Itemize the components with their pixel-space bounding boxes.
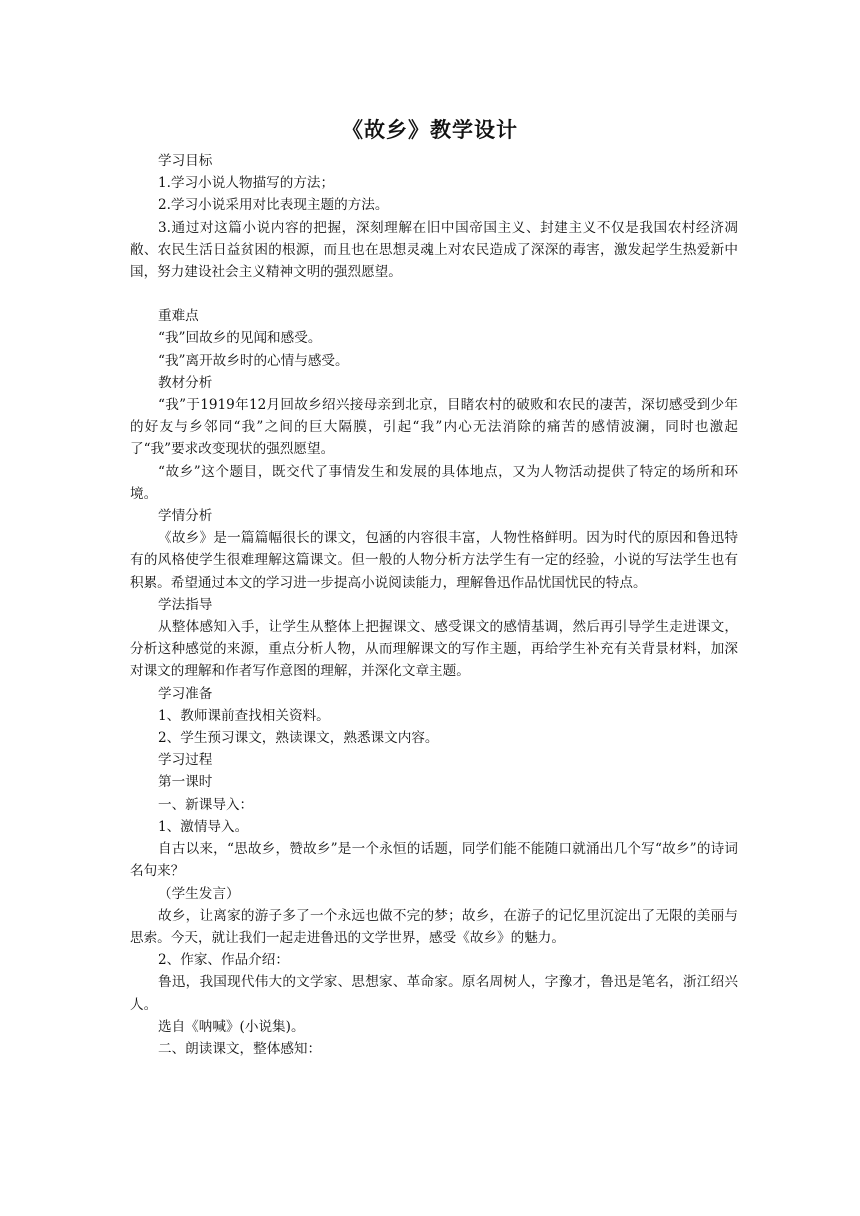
heading-reading-section: 二、朗读课文，整体感知： — [158, 1040, 322, 1057]
material-analysis-para-1: “我”于1919年12月回故乡绍兴接母亲到北京，目睹农村的破败和农民的凄苦，深切感受到少年的好友与乡邻同“我”之间的巨大隔膜，引起“我”内心无法消除的痛苦的感情波澜，同时也激起了“我”要求改变现状的强烈愿望。 — [130, 397, 738, 458]
heading-learning-process: 学习过程 — [158, 752, 213, 769]
heading-preparation: 学习准备 — [158, 685, 213, 702]
material-analysis-para-2: “故乡”这个题目，既交代了事情发生和发展的具体地点，又为人物活动提供了特定的场所和环境。 — [130, 463, 738, 502]
intro-step-1: 1、激情导入。 — [158, 818, 249, 835]
heading-key-points: 重难点 — [158, 308, 199, 325]
intro-step-1-para-2: 故乡，让离家的游子多了一个永远也做不完的梦；故乡，在游子的记忆里沉淀出了无限的美丽与思索。今天，就让我们一起走进鲁迅的文学世界，感受《故乡》的魅力。 — [130, 907, 738, 946]
preparation-item-2: 2、学生预习课文，熟读课文，熟悉课文内容。 — [158, 730, 439, 747]
key-point-2: “我”离开故乡时的心情与感受。 — [158, 352, 349, 369]
preparation-item-1: 1、教师课前查找相关资料。 — [158, 707, 330, 724]
goal-item-1: 1.学习小说人物描写的方法； — [158, 175, 335, 192]
heading-learning-goals: 学习目标 — [158, 153, 213, 169]
student-speech-note: （学生发言） — [158, 885, 240, 902]
intro-step-2: 2、作家、作品介绍： — [158, 952, 289, 969]
intro-step-1-para: 自古以来，“思故乡，赞故乡”是一个永恒的话题，同学们能不能随口就涌出几个写“故乡”的诗词名句来？ — [130, 841, 738, 880]
key-point-1: “我”回故乡的见闻和感受。 — [158, 330, 322, 347]
heading-student-analysis: 学情分析 — [158, 508, 213, 525]
author-intro-para: 鲁迅，我国现代伟大的文学家、思想家、革命家。原名周树人，字豫才，鲁迅是笔名，浙江绍兴人。 — [130, 974, 738, 1013]
heading-material-analysis: 教材分析 — [158, 374, 213, 391]
heading-new-lesson-intro: 一、新课导入： — [158, 796, 254, 813]
document-body — [130, 150, 738, 1060]
student-analysis-para: 《故乡》是一篇篇幅很长的课文，包涵的内容很丰富，人物性格鲜明。因为时代的原因和鲁迅特有的风格使学生很难理解这篇课文。但一般的人物分析方法学生有一定的经验，小说的写法学生也有积累。希望通过本文的学习进一步提高小说阅读能力，理解鲁迅作品忧国忧民的特点。 — [130, 530, 738, 591]
document-title: 《故乡》教学设计 — [342, 117, 518, 142]
blank-line — [130, 283, 738, 305]
source-note: 选自《呐喊》(小说集)。 — [158, 1018, 305, 1035]
heading-first-lesson: 第一课时 — [158, 774, 213, 791]
study-guidance-para: 从整体感知入手，让学生从整体上把握课文、感受课文的感情基调，然后再引导学生走进课文，分析这种感觉的来源，重点分析人物，从而理解课文的写作主题，再给学生补充有关背景材料，加深对课文的理解和作者写作意图的理解，并深化文章主题。 — [130, 619, 738, 680]
heading-study-guidance: 学法指导 — [158, 596, 213, 613]
goal-item-2: 2.学习小说采用对比表现主题的方法。 — [158, 197, 389, 214]
goal-item-3: 3.通过对这篇小说内容的把握，深刻理解在旧中国帝国主义、封建主义不仅是我国农村经济凋敝、农民生活日益贫困的根源，而且也在思想灵魂上对农民造成了深深的毒害，激发起学生热爱新中国，努力建设社会主义精神文明的强烈愿望。 — [130, 219, 738, 281]
